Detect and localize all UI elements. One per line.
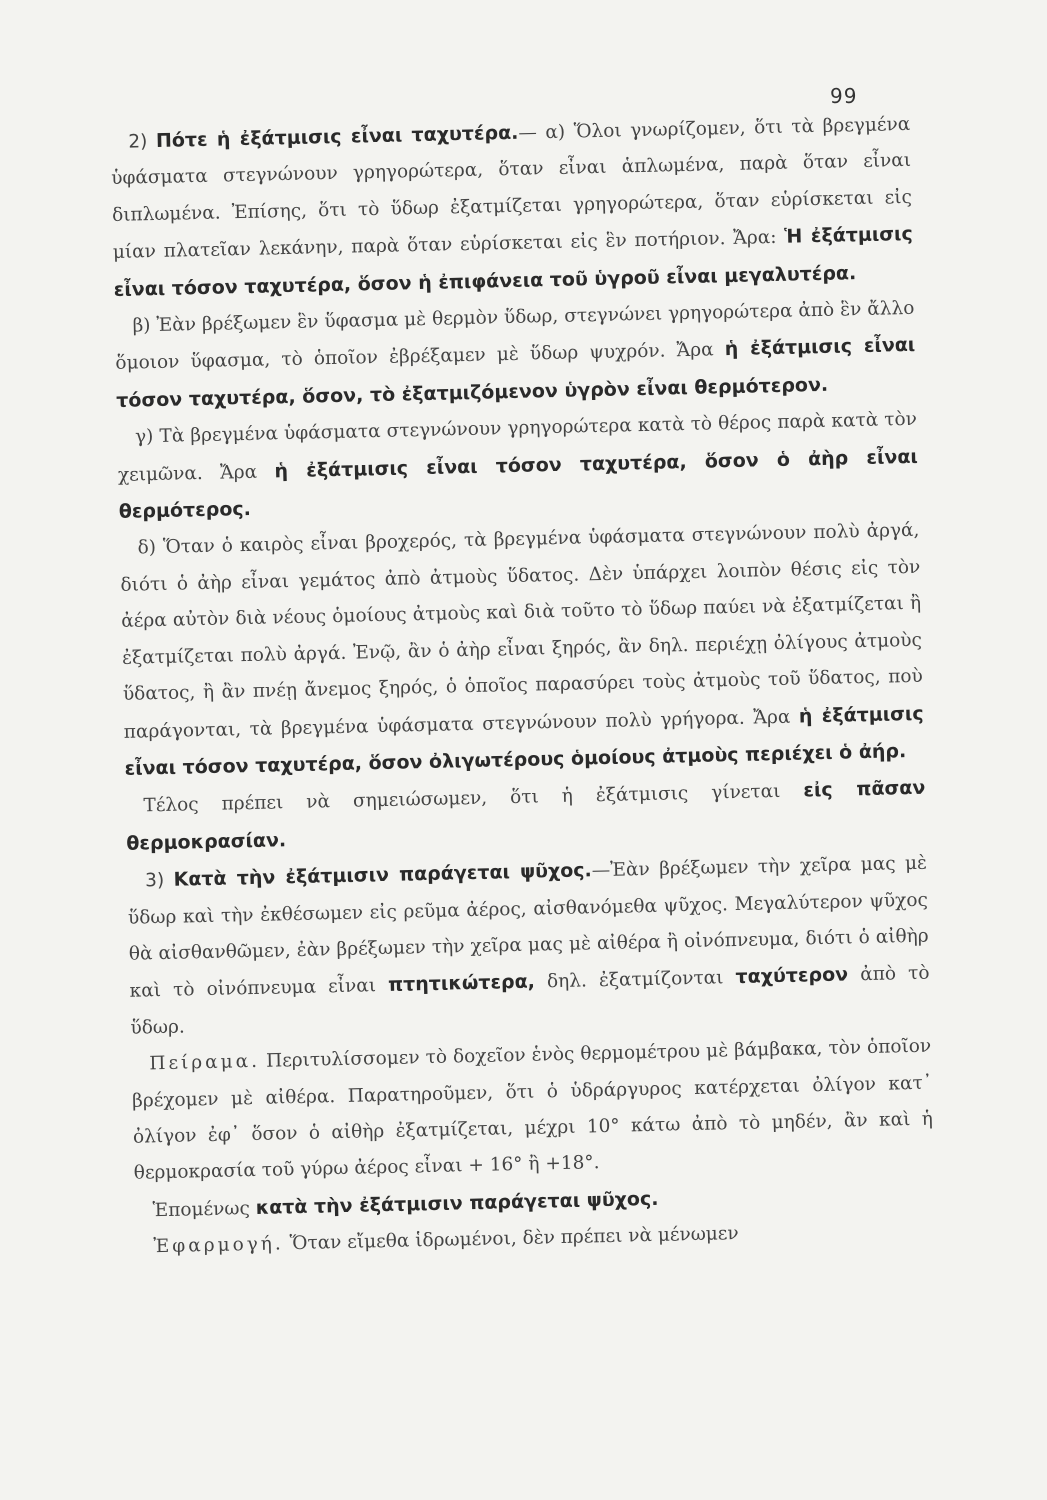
body-text: Ὅταν ὁ καιρὸς εἶναι βροχερός, τὰ βρεγμένα ὑφάσματα στεγνώνουν πολὺ ἀργά, διότι ὁ ἀὴρ εἶναι γεμάτος ἀπὸ ἀτμοὺς ὕδατος. Δὲν ὑπάρχει λοιπὸν θέσις εἰς τὸν ἀέρα αὐτὸν διὰ νέους ὁμοίους ἀτμοὺς καὶ διὰ τοῦτο τὸ ὕδωρ παύει νὰ ἐξατμίζεται ἢ ἐξατμίζεται πολὺ ἀργά. Ἐνῷ, ἂν ὁ ἀὴρ εἶναι ξηρός, ἂν δηλ. περιέχῃ ὀλίγους ἀτμοὺς ὕδατος, ἢ ἂν πνέῃ ἄνεμος ξηρός, ὁ ὁποῖος παρασύρει τοὺς ἀτμοὺς τοῦ ὕδατος, ποὺ παράγονται, τὰ βρεγμένα ὑφάσματα στεγνώνουν πολὺ γρήγορα. Ἄρα [120, 520, 923, 743]
paragraph-experiment [131, 1029, 934, 1193]
experiment-label: Πείραμα. [149, 1050, 261, 1075]
paragraph-section-2-c [117, 402, 919, 531]
page-body [110, 106, 936, 1266]
item-label: δ) [137, 537, 157, 559]
paragraph-section-2-a [110, 106, 914, 309]
rule-bold: Ἡ ἐξάτμισις εἶναι τόσον ταχυτέρα, ὅσον ἡ ἐπιφάνεια τοῦ ὑγροῦ εἶναι μεγαλυτέρα. [113, 223, 913, 301]
body-text: Ὅλοι γνωρίζομεν, ὅτι τὰ βρεγμένα ὑφάσματα στεγνώνουν γρηγορώτερα, ὅταν εἶναι ἁπλωμένα, παρὰ ὅταν εἶναι διπλωμένα. Ἐπίσης, ὅτι τὸ ὕδωρ ἐξατμίζεται γρηγορώτερα, ὅταν εὑρίσκεται εἰς μίαν πλατεῖαν λεκάνην, παρὰ ὅταν εὑρίσκεται εἰς ἓν ποτήριον. Ἄρα: [111, 113, 913, 264]
emphasis-bold: ταχύτερον [735, 963, 849, 989]
rule-bold: ἡ ἐξάτμισις εἶναι τόσον ταχυτέρα, ὅσον ὀλιγωτέρους ὁμοίους ἀτμοὺς περιέχει ὁ ἀήρ. [124, 702, 924, 780]
rule-bold: ἡ ἐξάτμισις εἶναι τόσον ταχυτέρα, ὅσον ὁ ἀὴρ εἶναι θερμότερος. [118, 445, 919, 523]
body-text: Ἐὰν βρέξωμεν τὴν χεῖρα μας μὲ ὕδωρ καὶ τὴν ἐκθέσωμεν εἰς ρεῦμα ἀέρος, αἰσθανόμεθα ψῦχος. Μεγαλύτερον ψῦχος θὰ αἰσθανθῶμεν, ἐὰν βρέξωμεν τὴν χεῖρα μας μὲ αἰθέρα ἢ οἰνόπνευμα, διότι ὁ αἰθὴρ καὶ τὸ οἰνόπνευμα εἶναι [127, 852, 929, 1003]
section-heading: Πότε ἡ ἐξάτμισις εἶναι ταχυτέρα. [155, 121, 519, 152]
body-text: Ὅταν εἴμεθα ἱδρωμένοι, δὲν πρέπει νὰ μένωμεν [289, 1223, 739, 1255]
paragraph-section-2-d [119, 513, 925, 788]
body-text: ἀπὸ τὸ ὕδωρ. [130, 962, 930, 1039]
body-text: Τὰ βρεγμένα ὑφάσματα στεγνώνουν γρηγορώτερα κατὰ τὸ θέρος παρὰ κατὰ τὸν χειμῶνα. Ἄρα [117, 409, 918, 486]
section-heading: Κατὰ τὴν ἐξάτμισιν παράγεται ψῦχος. [173, 859, 593, 891]
paragraph-section-3 [127, 845, 931, 1047]
heading-dash: — [591, 859, 611, 882]
heading-dash: — [518, 122, 538, 144]
body-text: δηλ. ἐξατμίζονται [546, 967, 724, 993]
page-number: 99 [830, 84, 858, 108]
body-text: Ἑπομένως [152, 1197, 251, 1222]
section-number: 2) [128, 131, 148, 153]
item-label: α) [545, 121, 566, 144]
section-number: 3) [144, 870, 165, 892]
body-text: Τέλος πρέπει νὰ σημειώσωμεν, ὅτι ἡ ἐξάτμισις γίνεται [143, 781, 781, 817]
item-label: β) [132, 315, 151, 337]
application-label: Ἐφαρμογή. [153, 1233, 284, 1258]
item-label: γ) [134, 426, 154, 448]
rule-bold: ἡ ἐξάτμισις εἶναι τόσον ταχυτέρα, ὅσον, τὸ ἐξατμιζόμενον ὑγρὸν εἶναι θερμότερον. [116, 334, 916, 412]
body-text: Περιτυλίσσομεν τὸ δοχεῖον ἑνὸς θερμομέτρου μὲ βάμβακα, τὸν ὁποῖον βρέχομεν μὲ αἰθέρα. Παρατηροῦμεν, ὅτι ὁ ὑδράργυρος κατέρχεται ὀλίγον κατ᾽ ὀλίγον ἐφ᾽ ὅσον ὁ αἰθὴρ ἐξατμίζεται, μέχρι 10° κάτω ἀπὸ τὸ μηδέν, ἂν καὶ ἡ θερμοκρασία τοῦ γύρω ἀέρος εἶναι + 16° ἢ +18°. [131, 1035, 934, 1185]
rule-bold: εἰς πᾶσαν θερμοκρασίαν. [126, 776, 926, 855]
rule-bold: κατὰ τὴν ἐξάτμισιν παράγεται ψῦχος. [255, 1187, 659, 1219]
paragraph-section-2-b [114, 291, 916, 420]
emphasis-bold: πτητικώτερα, [387, 970, 536, 997]
body-text: Ἐὰν βρέξωμεν ἓν ὕφασμα μὲ θερμὸν ὕδωρ, στεγνώνει γρηγορώτερα ἀπὸ ἓν ἄλλο ὅμοιον ὕφασμα, τὸ ὁποῖον ἐβρέξαμεν μὲ ὕδωρ ψυχρόν. Ἄρα [115, 297, 915, 375]
